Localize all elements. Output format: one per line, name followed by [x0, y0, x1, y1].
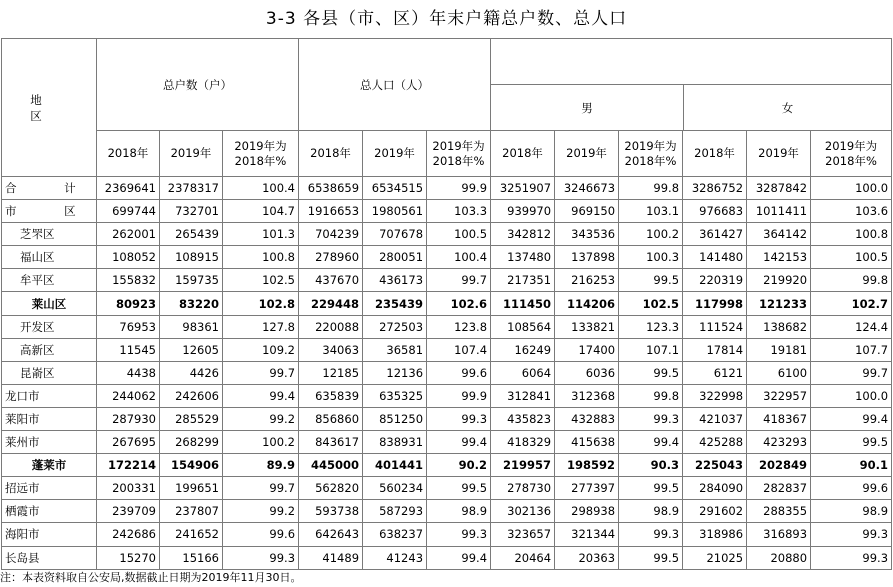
value-cell-hr: 109.2	[223, 338, 299, 361]
value-cell-f18: 220319	[683, 269, 747, 292]
value-cell-m19: 6036	[555, 361, 619, 384]
header-pop-2018: 2018年	[299, 131, 363, 177]
table-row	[2, 523, 892, 546]
value-cell-h19: 2378317	[160, 177, 223, 200]
value-cell-h18: 287930	[97, 407, 160, 430]
value-cell-p18: 6538659	[299, 177, 363, 200]
value-cell-m19: 432883	[555, 407, 619, 430]
value-cell-m18: 939970	[491, 200, 555, 223]
value-cell-f18: 21025	[683, 546, 747, 569]
value-cell-p18: 642643	[299, 523, 363, 546]
value-cell-f19: 282837	[747, 477, 811, 500]
footnote: 注：本表资料取自公安局,数据截止日期为2019年11月30日。	[0, 570, 302, 584]
value-cell-p19: 272503	[363, 315, 427, 338]
table-row	[2, 315, 892, 338]
value-cell-pr: 99.5	[427, 477, 491, 500]
value-cell-pr: 99.4	[427, 546, 491, 569]
table-row	[2, 223, 892, 246]
value-cell-p18: 34063	[299, 338, 363, 361]
value-cell-m18: 111450	[491, 292, 555, 315]
value-cell-p18: 593738	[299, 500, 363, 523]
value-cell-f18: 141480	[683, 246, 747, 269]
value-cell-f19: 19181	[747, 338, 811, 361]
value-cell-fr: 99.3	[811, 523, 892, 546]
value-cell-fr: 99.6	[811, 477, 892, 500]
value-cell-f18: 284090	[683, 477, 747, 500]
value-cell-fr: 98.9	[811, 500, 892, 523]
value-cell-h18: 267695	[97, 431, 160, 454]
value-cell-h18: 699744	[97, 200, 160, 223]
value-cell-f18: 291602	[683, 500, 747, 523]
table-row	[2, 384, 892, 407]
value-cell-pr: 99.7	[427, 269, 491, 292]
value-cell-p18: 220088	[299, 315, 363, 338]
value-cell-pr: 99.9	[427, 177, 491, 200]
value-cell-f18: 318986	[683, 523, 747, 546]
value-cell-p19: 36581	[363, 338, 427, 361]
value-cell-fr: 100.5	[811, 246, 892, 269]
value-cell-mr: 123.3	[619, 315, 683, 338]
value-cell-hr: 99.4	[223, 384, 299, 407]
value-cell-m18: 16249	[491, 338, 555, 361]
value-cell-m18: 108564	[491, 315, 555, 338]
value-cell-h19: 241652	[160, 523, 223, 546]
header-pop-2019: 2019年	[363, 131, 427, 177]
value-cell-m18: 137480	[491, 246, 555, 269]
value-cell-m18: 219957	[491, 454, 555, 477]
value-cell-hr: 104.7	[223, 200, 299, 223]
value-cell-f19: 1011411	[747, 200, 811, 223]
value-cell-m19: 20363	[555, 546, 619, 569]
table-row	[2, 292, 892, 315]
table-body	[2, 177, 892, 570]
region-cell: 莱山区	[2, 292, 97, 315]
value-cell-p19: 235439	[363, 292, 427, 315]
value-cell-h19: 265439	[160, 223, 223, 246]
value-cell-fr: 102.7	[811, 292, 892, 315]
value-cell-h19: 83220	[160, 292, 223, 315]
value-cell-m19: 17400	[555, 338, 619, 361]
value-cell-mr: 99.3	[619, 407, 683, 430]
value-cell-h19: 154906	[160, 454, 223, 477]
value-cell-p18: 445000	[299, 454, 363, 477]
value-cell-mr: 100.3	[619, 246, 683, 269]
value-cell-mr: 98.9	[619, 500, 683, 523]
household-population-table	[1, 38, 892, 570]
value-cell-mr: 99.8	[619, 177, 683, 200]
value-cell-pr: 99.3	[427, 523, 491, 546]
value-cell-hr: 102.8	[223, 292, 299, 315]
value-cell-fr: 99.3	[811, 546, 892, 569]
value-cell-h19: 98361	[160, 315, 223, 338]
value-cell-m19: 114206	[555, 292, 619, 315]
value-cell-p19: 1980561	[363, 200, 427, 223]
value-cell-f18: 6121	[683, 361, 747, 384]
value-cell-m18: 217351	[491, 269, 555, 292]
value-cell-fr: 99.7	[811, 361, 892, 384]
header-female-ratio: 2019年为 2018年%	[811, 131, 892, 177]
value-cell-f19: 20880	[747, 546, 811, 569]
value-cell-m19: 3246673	[555, 177, 619, 200]
value-cell-mr: 99.4	[619, 431, 683, 454]
value-cell-hr: 101.3	[223, 223, 299, 246]
value-cell-h19: 237807	[160, 500, 223, 523]
value-cell-m19: 343536	[555, 223, 619, 246]
value-cell-pr: 99.4	[427, 431, 491, 454]
region-cell: 高新区	[2, 338, 97, 361]
value-cell-h18: 4438	[97, 361, 160, 384]
value-cell-hr: 99.7	[223, 361, 299, 384]
value-cell-f19: 6100	[747, 361, 811, 384]
header-hh-ratio: 2019年为 2018年%	[223, 131, 299, 177]
value-cell-h18: 262001	[97, 223, 160, 246]
region-cell: 芝罘区	[2, 223, 97, 246]
value-cell-f19: 219920	[747, 269, 811, 292]
value-cell-fr: 107.7	[811, 338, 892, 361]
value-cell-h18: 244062	[97, 384, 160, 407]
table-row	[2, 338, 892, 361]
value-cell-h18: 11545	[97, 338, 160, 361]
value-cell-m18: 312841	[491, 384, 555, 407]
value-cell-fr: 99.4	[811, 407, 892, 430]
value-cell-hr: 100.8	[223, 246, 299, 269]
value-cell-f18: 421037	[683, 407, 747, 430]
value-cell-p18: 437670	[299, 269, 363, 292]
value-cell-f18: 117998	[683, 292, 747, 315]
value-cell-m18: 6064	[491, 361, 555, 384]
value-cell-h18: 2369641	[97, 177, 160, 200]
value-cell-m19: 415638	[555, 431, 619, 454]
header-population: 总人口（人）	[299, 39, 491, 131]
value-cell-f19: 423293	[747, 431, 811, 454]
region-cell: 福山区	[2, 246, 97, 269]
value-cell-pr: 100.5	[427, 223, 491, 246]
value-cell-f19: 364142	[747, 223, 811, 246]
header-male-2018: 2018年	[491, 131, 555, 177]
value-cell-m18: 323657	[491, 523, 555, 546]
value-cell-hr: 99.2	[223, 407, 299, 430]
value-cell-f18: 425288	[683, 431, 747, 454]
region-cell: 长岛县	[2, 546, 97, 569]
value-cell-f19: 202849	[747, 454, 811, 477]
value-cell-fr: 100.0	[811, 384, 892, 407]
region-cell: 栖霞市	[2, 500, 97, 523]
header-male: 男	[491, 85, 684, 130]
value-cell-hr: 100.4	[223, 177, 299, 200]
value-cell-h19: 285529	[160, 407, 223, 430]
table-row	[2, 200, 892, 223]
value-cell-f19: 3287842	[747, 177, 811, 200]
value-cell-h19: 242606	[160, 384, 223, 407]
value-cell-hr: 127.8	[223, 315, 299, 338]
header-region: 地 区	[2, 39, 97, 177]
header-row-group	[2, 39, 892, 131]
header-female-2018: 2018年	[683, 131, 747, 177]
table-row	[2, 546, 892, 569]
value-cell-fr: 100.8	[811, 223, 892, 246]
value-cell-h18: 200331	[97, 477, 160, 500]
value-cell-m19: 198592	[555, 454, 619, 477]
table-row	[2, 361, 892, 384]
table-row	[2, 431, 892, 454]
region-cell: 牟平区	[2, 269, 97, 292]
value-cell-pr: 100.4	[427, 246, 491, 269]
value-cell-m18: 418329	[491, 431, 555, 454]
value-cell-f19: 142153	[747, 246, 811, 269]
value-cell-h18: 242686	[97, 523, 160, 546]
table-row	[2, 500, 892, 523]
value-cell-p18: 843617	[299, 431, 363, 454]
value-cell-f19: 121233	[747, 292, 811, 315]
value-cell-p19: 707678	[363, 223, 427, 246]
value-cell-pr: 99.3	[427, 407, 491, 430]
value-cell-pr: 102.6	[427, 292, 491, 315]
value-cell-hr: 99.7	[223, 477, 299, 500]
value-cell-mr: 90.3	[619, 454, 683, 477]
value-cell-p18: 856860	[299, 407, 363, 430]
value-cell-p19: 638237	[363, 523, 427, 546]
value-cell-hr: 99.2	[223, 500, 299, 523]
value-cell-f18: 361427	[683, 223, 747, 246]
value-cell-p19: 436173	[363, 269, 427, 292]
value-cell-h19: 15166	[160, 546, 223, 569]
value-cell-hr: 102.5	[223, 269, 299, 292]
value-cell-fr: 124.4	[811, 315, 892, 338]
region-cell: 海阳市	[2, 523, 97, 546]
region-cell: 合 计	[2, 177, 97, 200]
value-cell-mr: 99.5	[619, 269, 683, 292]
value-cell-m19: 312368	[555, 384, 619, 407]
value-cell-f19: 418367	[747, 407, 811, 430]
value-cell-hr: 99.6	[223, 523, 299, 546]
value-cell-pr: 90.2	[427, 454, 491, 477]
value-cell-pr: 103.3	[427, 200, 491, 223]
table-row	[2, 246, 892, 269]
value-cell-h18: 172214	[97, 454, 160, 477]
value-cell-m19: 298938	[555, 500, 619, 523]
value-cell-pr: 107.4	[427, 338, 491, 361]
value-cell-mr: 99.8	[619, 384, 683, 407]
value-cell-p18: 562820	[299, 477, 363, 500]
value-cell-m18: 435823	[491, 407, 555, 430]
header-male-ratio: 2019年为 2018年%	[619, 131, 683, 177]
value-cell-pr: 123.8	[427, 315, 491, 338]
value-cell-fr: 100.0	[811, 177, 892, 200]
value-cell-p19: 280051	[363, 246, 427, 269]
value-cell-h19: 12605	[160, 338, 223, 361]
value-cell-h19: 108915	[160, 246, 223, 269]
value-cell-fr: 90.1	[811, 454, 892, 477]
value-cell-p19: 838931	[363, 431, 427, 454]
value-cell-fr: 99.5	[811, 431, 892, 454]
value-cell-pr: 99.9	[427, 384, 491, 407]
value-cell-m19: 969150	[555, 200, 619, 223]
value-cell-p18: 229448	[299, 292, 363, 315]
value-cell-h18: 76953	[97, 315, 160, 338]
value-cell-m19: 137898	[555, 246, 619, 269]
value-cell-hr: 99.3	[223, 546, 299, 569]
table-row	[2, 407, 892, 430]
region-cell: 龙口市	[2, 384, 97, 407]
header-female-2019: 2019年	[747, 131, 811, 177]
region-cell: 招远市	[2, 477, 97, 500]
value-cell-mr: 102.5	[619, 292, 683, 315]
value-cell-mr: 100.2	[619, 223, 683, 246]
value-cell-p18: 704239	[299, 223, 363, 246]
value-cell-m18: 20464	[491, 546, 555, 569]
region-cell: 莱州市	[2, 431, 97, 454]
value-cell-mr: 99.5	[619, 546, 683, 569]
value-cell-f18: 225043	[683, 454, 747, 477]
value-cell-p18: 278960	[299, 246, 363, 269]
value-cell-m18: 278730	[491, 477, 555, 500]
value-cell-p19: 41243	[363, 546, 427, 569]
header-female: 女	[781, 100, 794, 115]
value-cell-f18: 17814	[683, 338, 747, 361]
value-cell-m19: 277397	[555, 477, 619, 500]
value-cell-p19: 401441	[363, 454, 427, 477]
region-cell: 莱阳市	[2, 407, 97, 430]
value-cell-p19: 851250	[363, 407, 427, 430]
value-cell-p19: 12136	[363, 361, 427, 384]
value-cell-f19: 322957	[747, 384, 811, 407]
value-cell-fr: 103.6	[811, 200, 892, 223]
value-cell-mr: 107.1	[619, 338, 683, 361]
table-row	[2, 477, 892, 500]
header-pop-ratio: 2019年为 2018年%	[427, 131, 491, 177]
table-row	[2, 177, 892, 200]
value-cell-h19: 268299	[160, 431, 223, 454]
value-cell-h18: 80923	[97, 292, 160, 315]
value-cell-h19: 4426	[160, 361, 223, 384]
value-cell-f19: 316893	[747, 523, 811, 546]
value-cell-p19: 6534515	[363, 177, 427, 200]
value-cell-p19: 560234	[363, 477, 427, 500]
value-cell-h18: 239709	[97, 500, 160, 523]
table-title: 3-3 各县（市、区）年末户籍总户数、总人口	[265, 9, 628, 29]
value-cell-pr: 99.6	[427, 361, 491, 384]
value-cell-h19: 199651	[160, 477, 223, 500]
value-cell-pr: 98.9	[427, 500, 491, 523]
value-cell-m18: 3251907	[491, 177, 555, 200]
value-cell-f19: 138682	[747, 315, 811, 338]
value-cell-h18: 108052	[97, 246, 160, 269]
value-cell-mr: 99.5	[619, 361, 683, 384]
value-cell-hr: 89.9	[223, 454, 299, 477]
value-cell-mr: 99.5	[619, 477, 683, 500]
value-cell-fr: 99.8	[811, 269, 892, 292]
value-cell-m19: 321344	[555, 523, 619, 546]
table-row	[2, 454, 892, 477]
region-cell: 市 区	[2, 200, 97, 223]
value-cell-h19: 732701	[160, 200, 223, 223]
value-cell-m19: 216253	[555, 269, 619, 292]
value-cell-p19: 635325	[363, 384, 427, 407]
value-cell-f18: 3286752	[683, 177, 747, 200]
value-cell-m18: 302136	[491, 500, 555, 523]
value-cell-m18: 342812	[491, 223, 555, 246]
value-cell-p18: 12185	[299, 361, 363, 384]
value-cell-f18: 322998	[683, 384, 747, 407]
header-hh-2018: 2018年	[97, 131, 160, 177]
value-cell-hr: 100.2	[223, 431, 299, 454]
header-sex-group	[491, 39, 892, 131]
header-male-2019: 2019年	[555, 131, 619, 177]
header-hh-2019: 2019年	[160, 131, 223, 177]
value-cell-f18: 111524	[683, 315, 747, 338]
table-row	[2, 269, 892, 292]
value-cell-f19: 288355	[747, 500, 811, 523]
value-cell-f18: 976683	[683, 200, 747, 223]
value-cell-p19: 587293	[363, 500, 427, 523]
header-households: 总户数（户）	[97, 39, 299, 131]
region-cell: 蓬莱市	[2, 454, 97, 477]
value-cell-p18: 41489	[299, 546, 363, 569]
value-cell-h18: 15270	[97, 546, 160, 569]
value-cell-p18: 635839	[299, 384, 363, 407]
region-cell: 开发区	[2, 315, 97, 338]
value-cell-mr: 103.1	[619, 200, 683, 223]
header-row-years	[2, 131, 892, 177]
value-cell-m19: 133821	[555, 315, 619, 338]
value-cell-mr: 99.3	[619, 523, 683, 546]
value-cell-h19: 159735	[160, 269, 223, 292]
value-cell-p18: 1916653	[299, 200, 363, 223]
region-cell: 昆嵛区	[2, 361, 97, 384]
value-cell-h18: 155832	[97, 269, 160, 292]
